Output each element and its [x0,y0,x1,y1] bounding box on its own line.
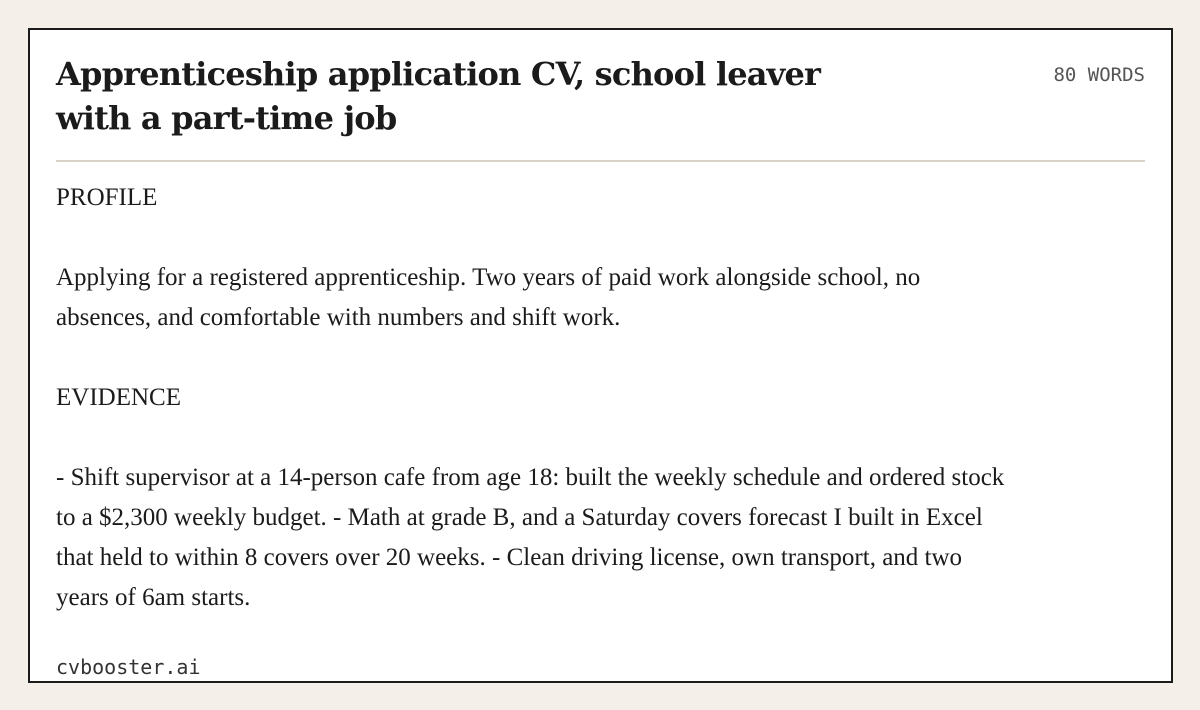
cv-body [56,178,1016,618]
footer-brand: cvbooster.ai [56,655,201,679]
header-divider [56,160,1145,162]
section-text-evidence: - Shift supervisor at a 14-person cafe from age 18: built the weekly schedule and ordered stock to a $2,300 weekly budget. - Math at grade B, and a Saturday covers forecast I built in Excel that held to within 8 covers over 20 weeks. - Clean driving license, own transport, and two years of 6am starts. [56,464,1005,611]
section-heading-profile: PROFILE [56,184,158,211]
section-heading-evidence: EVIDENCE [56,384,181,411]
cv-title: Apprenticeship application CV, school leaver with a part-time job [56,55,821,137]
section-text-profile: Applying for a registered apprenticeship. Two years of paid work alongside school, no absences, and comfortable with numbers and shift work. [56,264,921,331]
card-header [56,52,1145,162]
cv-sample-card [28,28,1173,683]
word-count-badge: 80 WORDS [1053,64,1145,86]
